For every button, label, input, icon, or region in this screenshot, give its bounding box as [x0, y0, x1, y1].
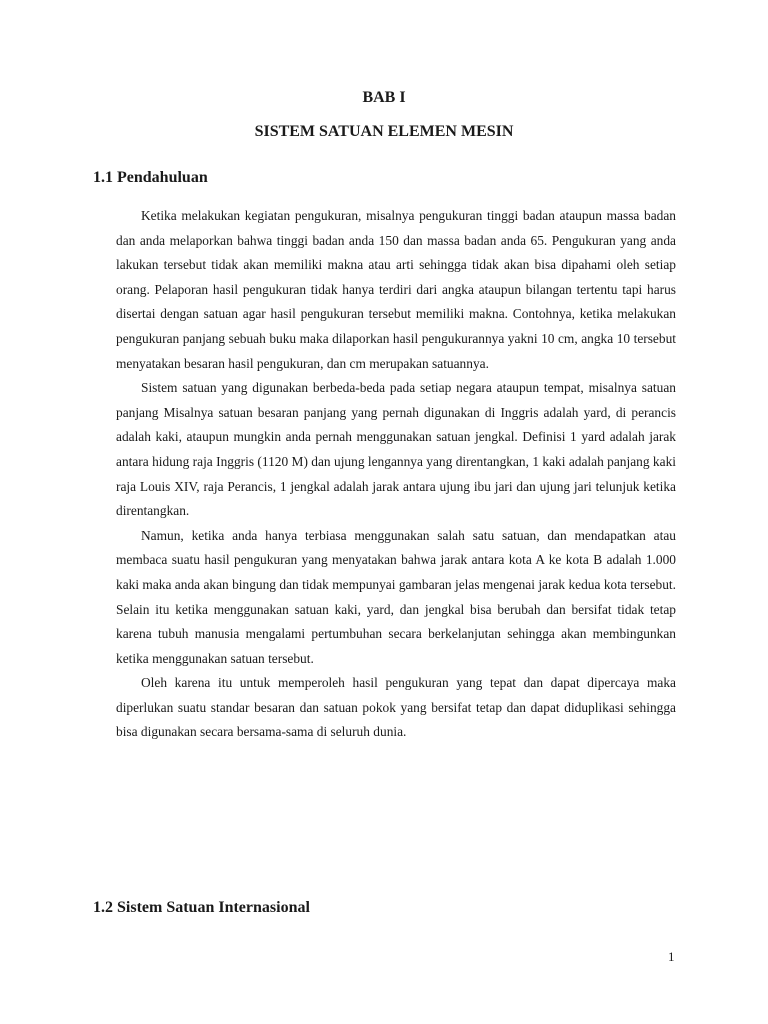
section-heading-sistem-satuan-internasional: 1.2 Sistem Satuan Internasional — [93, 899, 310, 916]
chapter-title: SISTEM SATUAN ELEMEN MESIN — [254, 123, 514, 140]
paragraph-1: Ketika melakukan kegiatan pengukuran, misalnya pengukuran tinggi badan ataupun massa badan dan anda melaporkan bahwa tinggi badan anda 150 dan massa badan anda 65. Pengukuran yang anda lakukan tersebut tidak akan memiliki makna atau arti sehingga tidak akan bisa dipahami oleh setiap orang. Pelaporan hasil pengukuran tidak hanya terdiri dari angka ataupun bilangan tertentu tapi harus disertai dengan satuan agar hasil pengukuran tersebut memiliki makna. Contohnya, ketika melakukan pengukuran panjang sebuah buku maka dilaporkan hasil pengukurannya yakni 10 cm, angka 10 tersebut menyatakan besaran hasil pengukuran, dan cm merupakan satuannya. — [116, 208, 676, 371]
paragraph-3: Namun, ketika anda hanya terbiasa menggunakan salah satu satuan, dan mendapatkan atau membaca suatu hasil pengukuran yang menyatakan bahwa jarak antara kota A ke kota B adalah 1.000 kaki maka anda akan bingung dan tidak mempunyai gambaran jelas mengenai jarak kedua kota tersebut. Selain itu ketika menggunakan satuan kaki, yard, dan jengkal bisa berubah dan bersifat tidak tetap karena tubuh manusia mengalami pertumbuhan secara berkelanjutan sehingga akan membingunkan ketika menggunakan satuan tersebut. — [116, 527, 676, 666]
page-number: 1 — [668, 949, 675, 964]
paragraph-2: Sistem satuan yang digunakan berbeda-beda pada setiap negara ataupun tempat, misalnya satuan panjang Misalnya satuan besaran panjang yang pernah digunakan di Inggris adalah yard, di perancis adalah kaki, ataupun mungkin anda pernah menggunakan satuan jengkal. Definisi 1 yard adalah jarak antara hidung raja Inggris (1120 M) dan ujung lengannya yang direntangkan, 1 kaki adalah panjang kaki raja Louis XIV, raja Perancis, 1 jengkal adalah jarak antara ujung ibu jari dan ujung jari telunjuk ketika direntangkan. — [116, 380, 676, 519]
section-heading-pendahuluan: 1.1 Pendahuluan — [93, 169, 208, 186]
paragraph-4: Oleh karena itu untuk memperoleh hasil pengukuran yang tepat dan dapat dipercaya maka diperlukan suatu standar besaran dan satuan pokok yang bersifat tetap dan dapat diduplikasi sehingga bisa digunakan secara bersama-sama di seluruh dunia. — [116, 675, 676, 740]
section-body — [116, 204, 676, 745]
chapter-number: BAB I — [362, 89, 406, 106]
